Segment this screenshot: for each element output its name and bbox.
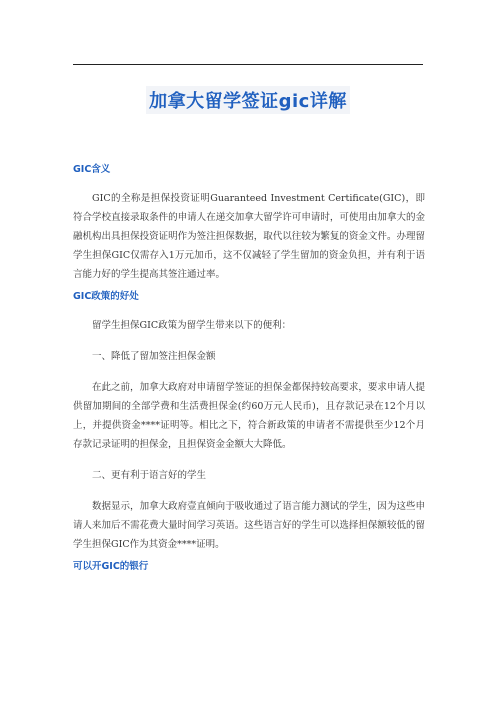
section-heading-gic-benefits: GIC政策的好处 xyxy=(73,291,139,302)
page-title: 加拿大留学签证gic详解 xyxy=(146,86,350,114)
top-rule xyxy=(73,64,423,65)
paragraph-benefit-2-title: 二、更有利于语言好的学生 xyxy=(92,470,207,481)
paragraph-benefit-1-body: 在此之前，加拿大政府对申请留学签证的担保金都保持较高要求，要求申请人提供留加期间的全部学费和生活费担保金(约60万元人民币)，且存款记录在12个月以上，并提供资金****证明等。相比之下，符合新政策的申请者不需提供至少12个月存款记录证明的担保金，且担保资金金额大大降低。 xyxy=(73,382,425,450)
paragraph-benefit-2-body: 数据显示，加拿大政府壹直倾向于吸收通过了语言能力测试的学生，因为这些申请人来加后不需花费大量时间学习英语。这些语言好的学生可以选择担保额较低的留学生担保GIC作为其资金****证明。 xyxy=(73,501,425,550)
paragraph-gic-definition: GIC的全称是担保投资证明Guaranteed Investment Certificate(GIC)，即符合学校直接录取条件的申请人在递交加拿大留学许可申请时，可使用由加拿大的金融机构出具担保投资证明作为签注担保数据，取代以往较为繁复的资金文件。办理留学生担保GIC仅需存入1万元加币，这不仅减轻了学生留加的资金负担，并有利于语言能力好的学生提高其签注通过率。 xyxy=(73,193,425,280)
paragraph-benefit-1-title: 一、降低了留加签注担保金额 xyxy=(92,351,216,362)
section-heading-gic-meaning: GIC含义 xyxy=(73,164,111,175)
paragraph-benefits-intro: 留学生担保GIC政策为留学生带来以下的便利： xyxy=(92,320,292,331)
title-container xyxy=(0,86,496,114)
section-heading-gic-banks: 可以开GIC的银行 xyxy=(73,561,149,572)
document-body xyxy=(73,163,425,586)
